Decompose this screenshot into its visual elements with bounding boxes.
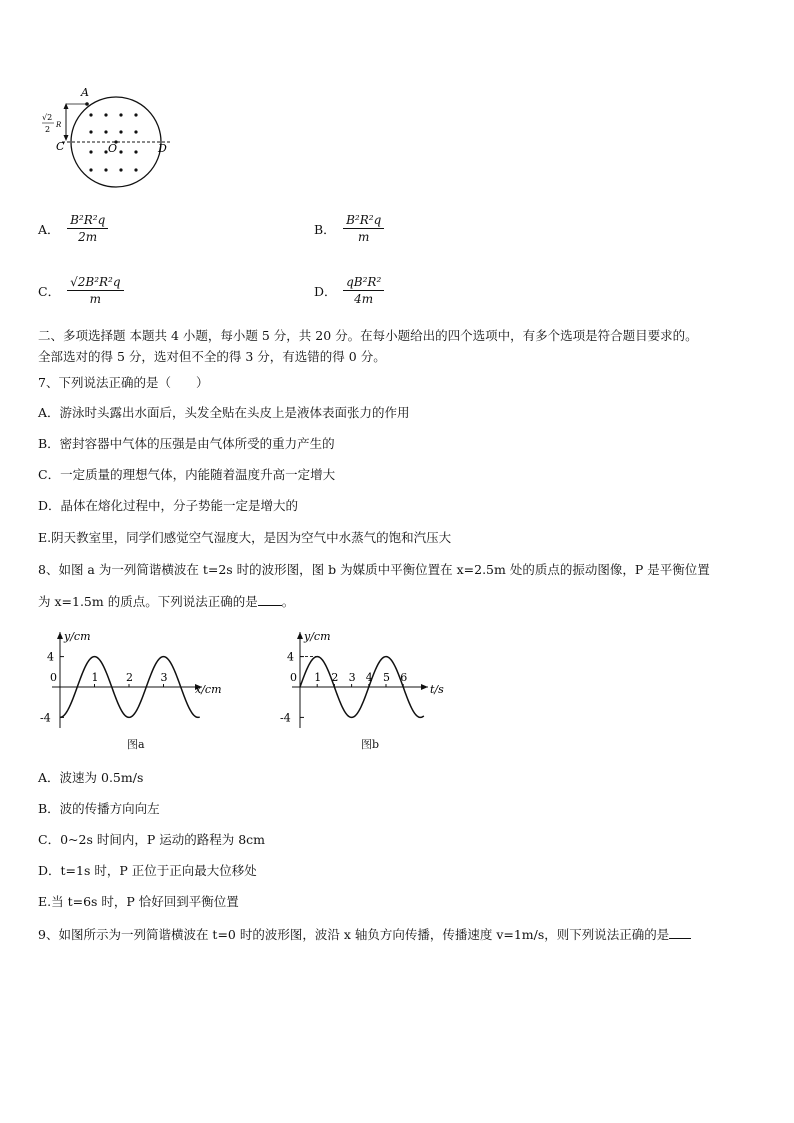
answer-blank[interactable]: [258, 593, 282, 606]
y-axis-label: y/cm: [304, 630, 331, 643]
x-tick-label: 0: [50, 671, 57, 684]
q9-stem-text: 9、如图所示为一列简谐横波在 t=0 时的波形图，波沿 x 轴负方向传播，传播速度 v=1m/s，则下列说法正确的是: [38, 927, 670, 942]
q8-option-c[interactable]: C．0~2s 时间内，P 运动的路程为 8cm: [38, 832, 265, 847]
x-tick-label: 2: [331, 671, 339, 684]
q8-stem-line2: [38, 593, 294, 611]
axis-arrowhead: [297, 632, 303, 639]
option-6b[interactable]: [314, 212, 384, 245]
q9-stem: [38, 926, 691, 944]
option-letter: D．: [314, 283, 337, 299]
q7-stem: 7、下列说法正确的是（ ）: [38, 375, 209, 390]
q7-option-b[interactable]: B．密封容器中气体的压强是由气体所受的重力产生的: [38, 436, 335, 451]
x-tick-label: 4: [365, 671, 373, 684]
denominator: 2m: [78, 230, 98, 244]
q8-stem-line1: 8、如图 a 为一列简谐横波在 t=2s 时的波形图，图 b 为媒质中平衡位置在 x=2.5m 处的质点的振动图像，P 是平衡位置: [38, 562, 710, 577]
chart-a-caption: 图a: [127, 738, 145, 751]
side-label-r: R: [56, 121, 62, 129]
q7-option-e[interactable]: E.阴天教室里，同学们感觉空气湿度大，是因为空气中水蒸气的饱和汽压大: [38, 530, 452, 545]
axis-arrowhead: [421, 684, 428, 690]
x-axis-label: t/s: [430, 683, 444, 696]
x-tick-label: 6: [400, 671, 408, 684]
q7-option-c[interactable]: C．一定质量的理想气体，内能随着温度升高一定增大: [38, 467, 336, 482]
fraction: [343, 274, 384, 307]
x-tick-label: 1: [314, 671, 322, 684]
numerator: B²R²q: [343, 212, 384, 229]
circle-field-figure: [36, 84, 176, 194]
denominator: m: [357, 230, 370, 244]
y-tick-label: 4: [287, 650, 294, 664]
q8-option-e[interactable]: E.当 t=6s 时，P 恰好回到平衡位置: [38, 894, 239, 909]
y-tick-label: -4: [40, 711, 51, 725]
x-tick-label: 2: [126, 671, 133, 684]
q8-stem-text: 为 x=1.5m 的质点。下列说法正确的是: [38, 594, 258, 609]
side-label-num: √2: [42, 113, 53, 122]
x-tick-label: 3: [160, 671, 168, 684]
numerator: qB²R²: [343, 274, 384, 291]
axis-arrowhead: [57, 632, 63, 639]
section-heading-line2: 全部选对的得 5 分，选对但不全的得 3 分，有选错的得 0 分。: [38, 349, 386, 364]
option-letter: C．: [38, 283, 61, 299]
q7-option-d[interactable]: D．晶体在熔化过程中，分子势能一定是增大的: [38, 498, 299, 513]
y-axis-label: y/cm: [64, 630, 91, 643]
fraction: [67, 274, 123, 307]
section-heading-line1: 二、多项选择题 本题共 4 小题，每小题 5 分，共 20 分。在每小题给出的四个选项中，有多个选项是符合题目要求的。: [38, 328, 698, 343]
x-tick-label: 5: [383, 671, 390, 684]
answer-blank[interactable]: [669, 926, 691, 939]
label-c: C: [56, 140, 65, 153]
label-d: D: [158, 142, 167, 155]
numerator: B²R²q: [67, 212, 108, 229]
label-a: A: [81, 86, 89, 99]
x-tick-label: 0: [290, 671, 297, 684]
fraction: [67, 212, 108, 245]
chart-b-caption: 图b: [361, 738, 380, 751]
denominator: 4m: [354, 292, 374, 306]
q8-option-a[interactable]: A．波速为 0.5m/s: [38, 770, 144, 785]
option-letter: B．: [314, 221, 336, 237]
y-tick-label: 4: [47, 650, 54, 664]
option-letter: A．: [38, 221, 60, 237]
y-tick-label: -4: [280, 711, 291, 725]
denominator: m: [89, 292, 101, 306]
numerator: √2B²R²q: [67, 274, 123, 291]
x-tick-label: 1: [91, 671, 99, 684]
wave-graph-a: [40, 624, 240, 754]
option-6c[interactable]: [38, 274, 124, 307]
side-label-den: 2: [45, 125, 51, 134]
fraction: [343, 212, 384, 245]
option-6a[interactable]: [38, 212, 108, 245]
q8-option-b[interactable]: B．波的传播方向向左: [38, 801, 160, 816]
q8-stem-end: 。: [281, 594, 295, 609]
label-o: O: [108, 142, 118, 155]
x-axis-label: x/cm: [195, 683, 222, 696]
x-tick-label: 3: [348, 671, 356, 684]
vibration-graph-b: [278, 624, 458, 754]
option-6d[interactable]: [314, 274, 384, 307]
q8-option-d[interactable]: D．t=1s 时，P 正位于正向最大位移处: [38, 863, 257, 878]
q7-option-a[interactable]: A．游泳时头露出水面后，头发全贴在头皮上是液体表面张力的作用: [38, 405, 410, 420]
